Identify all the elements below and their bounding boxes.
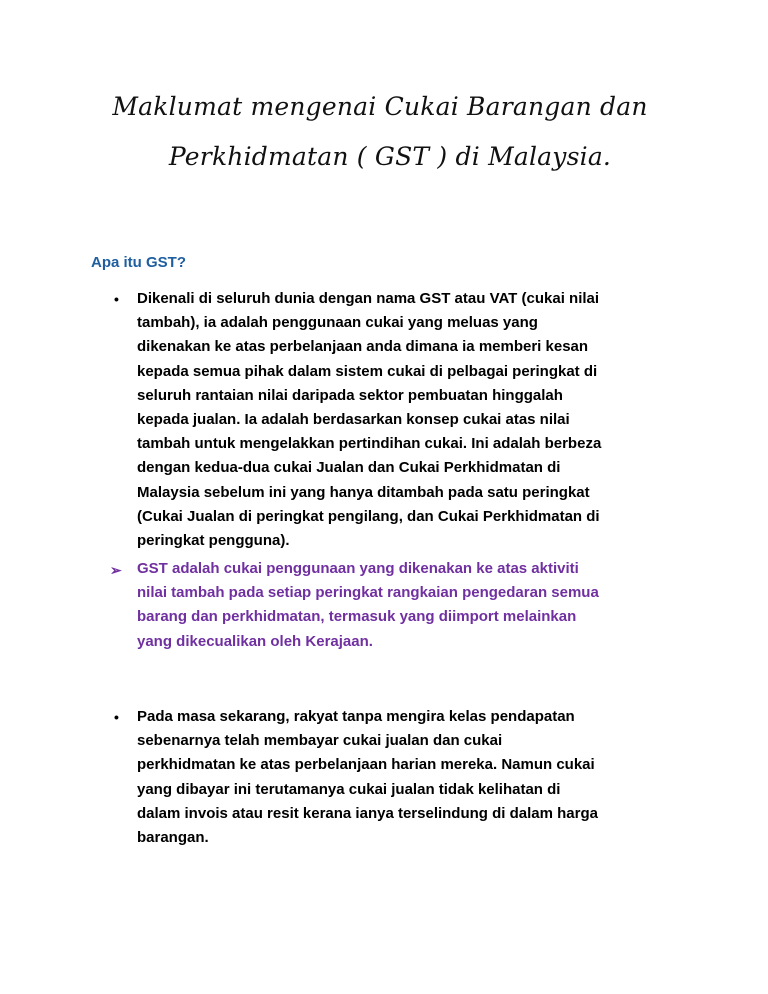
bullet-paragraph-1 <box>114 287 697 553</box>
paragraph-line: tambah), ia adalah penggunaan cukai yang meluas yang <box>137 314 538 332</box>
paragraph-line: Dikenali di seluruh dunia dengan nama GST atau VAT (cukai nilai <box>137 290 600 307</box>
bullet-icon: • <box>114 291 119 307</box>
section-heading: Apa itu GST? <box>91 254 186 271</box>
paragraph-line: Malaysia sebelum ini yang hanya ditambah pada satu peringkat <box>137 483 590 501</box>
arrow-paragraph <box>110 557 697 654</box>
paragraph-line: barangan. <box>137 829 209 847</box>
title-line-2: Perkhidmatan ( GST ) di Malaysia. <box>168 142 612 171</box>
paragraph-line: dengan kedua-dua cukai Jualan dan Cukai Perkhidmatan di <box>137 459 561 477</box>
paragraph-line: Pada masa sekarang, rakyat tanpa mengira kelas pendapatan <box>137 708 575 725</box>
paragraph-line: sebenarnya telah membayar cukai jualan dan cukai <box>137 732 503 750</box>
paragraph-line: kepada semua pihak dalam sistem cukai di pelbagai peringkat di <box>137 362 598 380</box>
paragraph-line: dikenakan ke atas perbelanjaan anda dimana ia memberi kesan <box>137 338 589 356</box>
paragraph-line: nilai tambah pada setiap peringkat rangkaian pengedaran semua <box>137 584 599 602</box>
paragraph-line: barang dan perkhidmatan, termasuk yang diimport melainkan <box>137 608 577 626</box>
paragraph-line: seluruh rantaian nilai daripada sektor pembuatan hinggalah <box>137 386 563 404</box>
bullet-paragraph-2 <box>114 705 697 850</box>
document-title <box>0 82 768 182</box>
paragraph-line: yang dikecualikan oleh Kerajaan. <box>137 632 373 650</box>
paragraph-line: peringkat pengguna). <box>137 532 290 550</box>
title-line-1: Maklumat mengenai Cukai Barangan dan <box>112 92 648 121</box>
paragraph-line: GST adalah cukai penggunaan yang dikenakan ke atas aktiviti <box>137 560 579 577</box>
paragraph-line: kepada jualan. Ia adalah berdasarkan konsep cukai atas nilai <box>137 411 570 429</box>
bullet-icon: • <box>114 709 119 725</box>
paragraph-line: yang dibayar ini terutamanya cukai jualan tidak kelihatan di <box>137 780 561 798</box>
paragraph-line: (Cukai Jualan di peringkat pengilang, dan Cukai Perkhidmatan di <box>137 507 600 525</box>
paragraph-line: dalam invois atau resit kerana ianya terselindung di dalam harga <box>137 804 598 822</box>
paragraph-line: tambah untuk mengelakkan pertindihan cukai. Ini adalah berbeza <box>137 435 602 453</box>
paragraph-line: perkhidmatan ke atas perbelanjaan harian mereka. Namun cukai <box>137 756 595 774</box>
arrow-bullet-icon: ➢ <box>110 562 122 578</box>
